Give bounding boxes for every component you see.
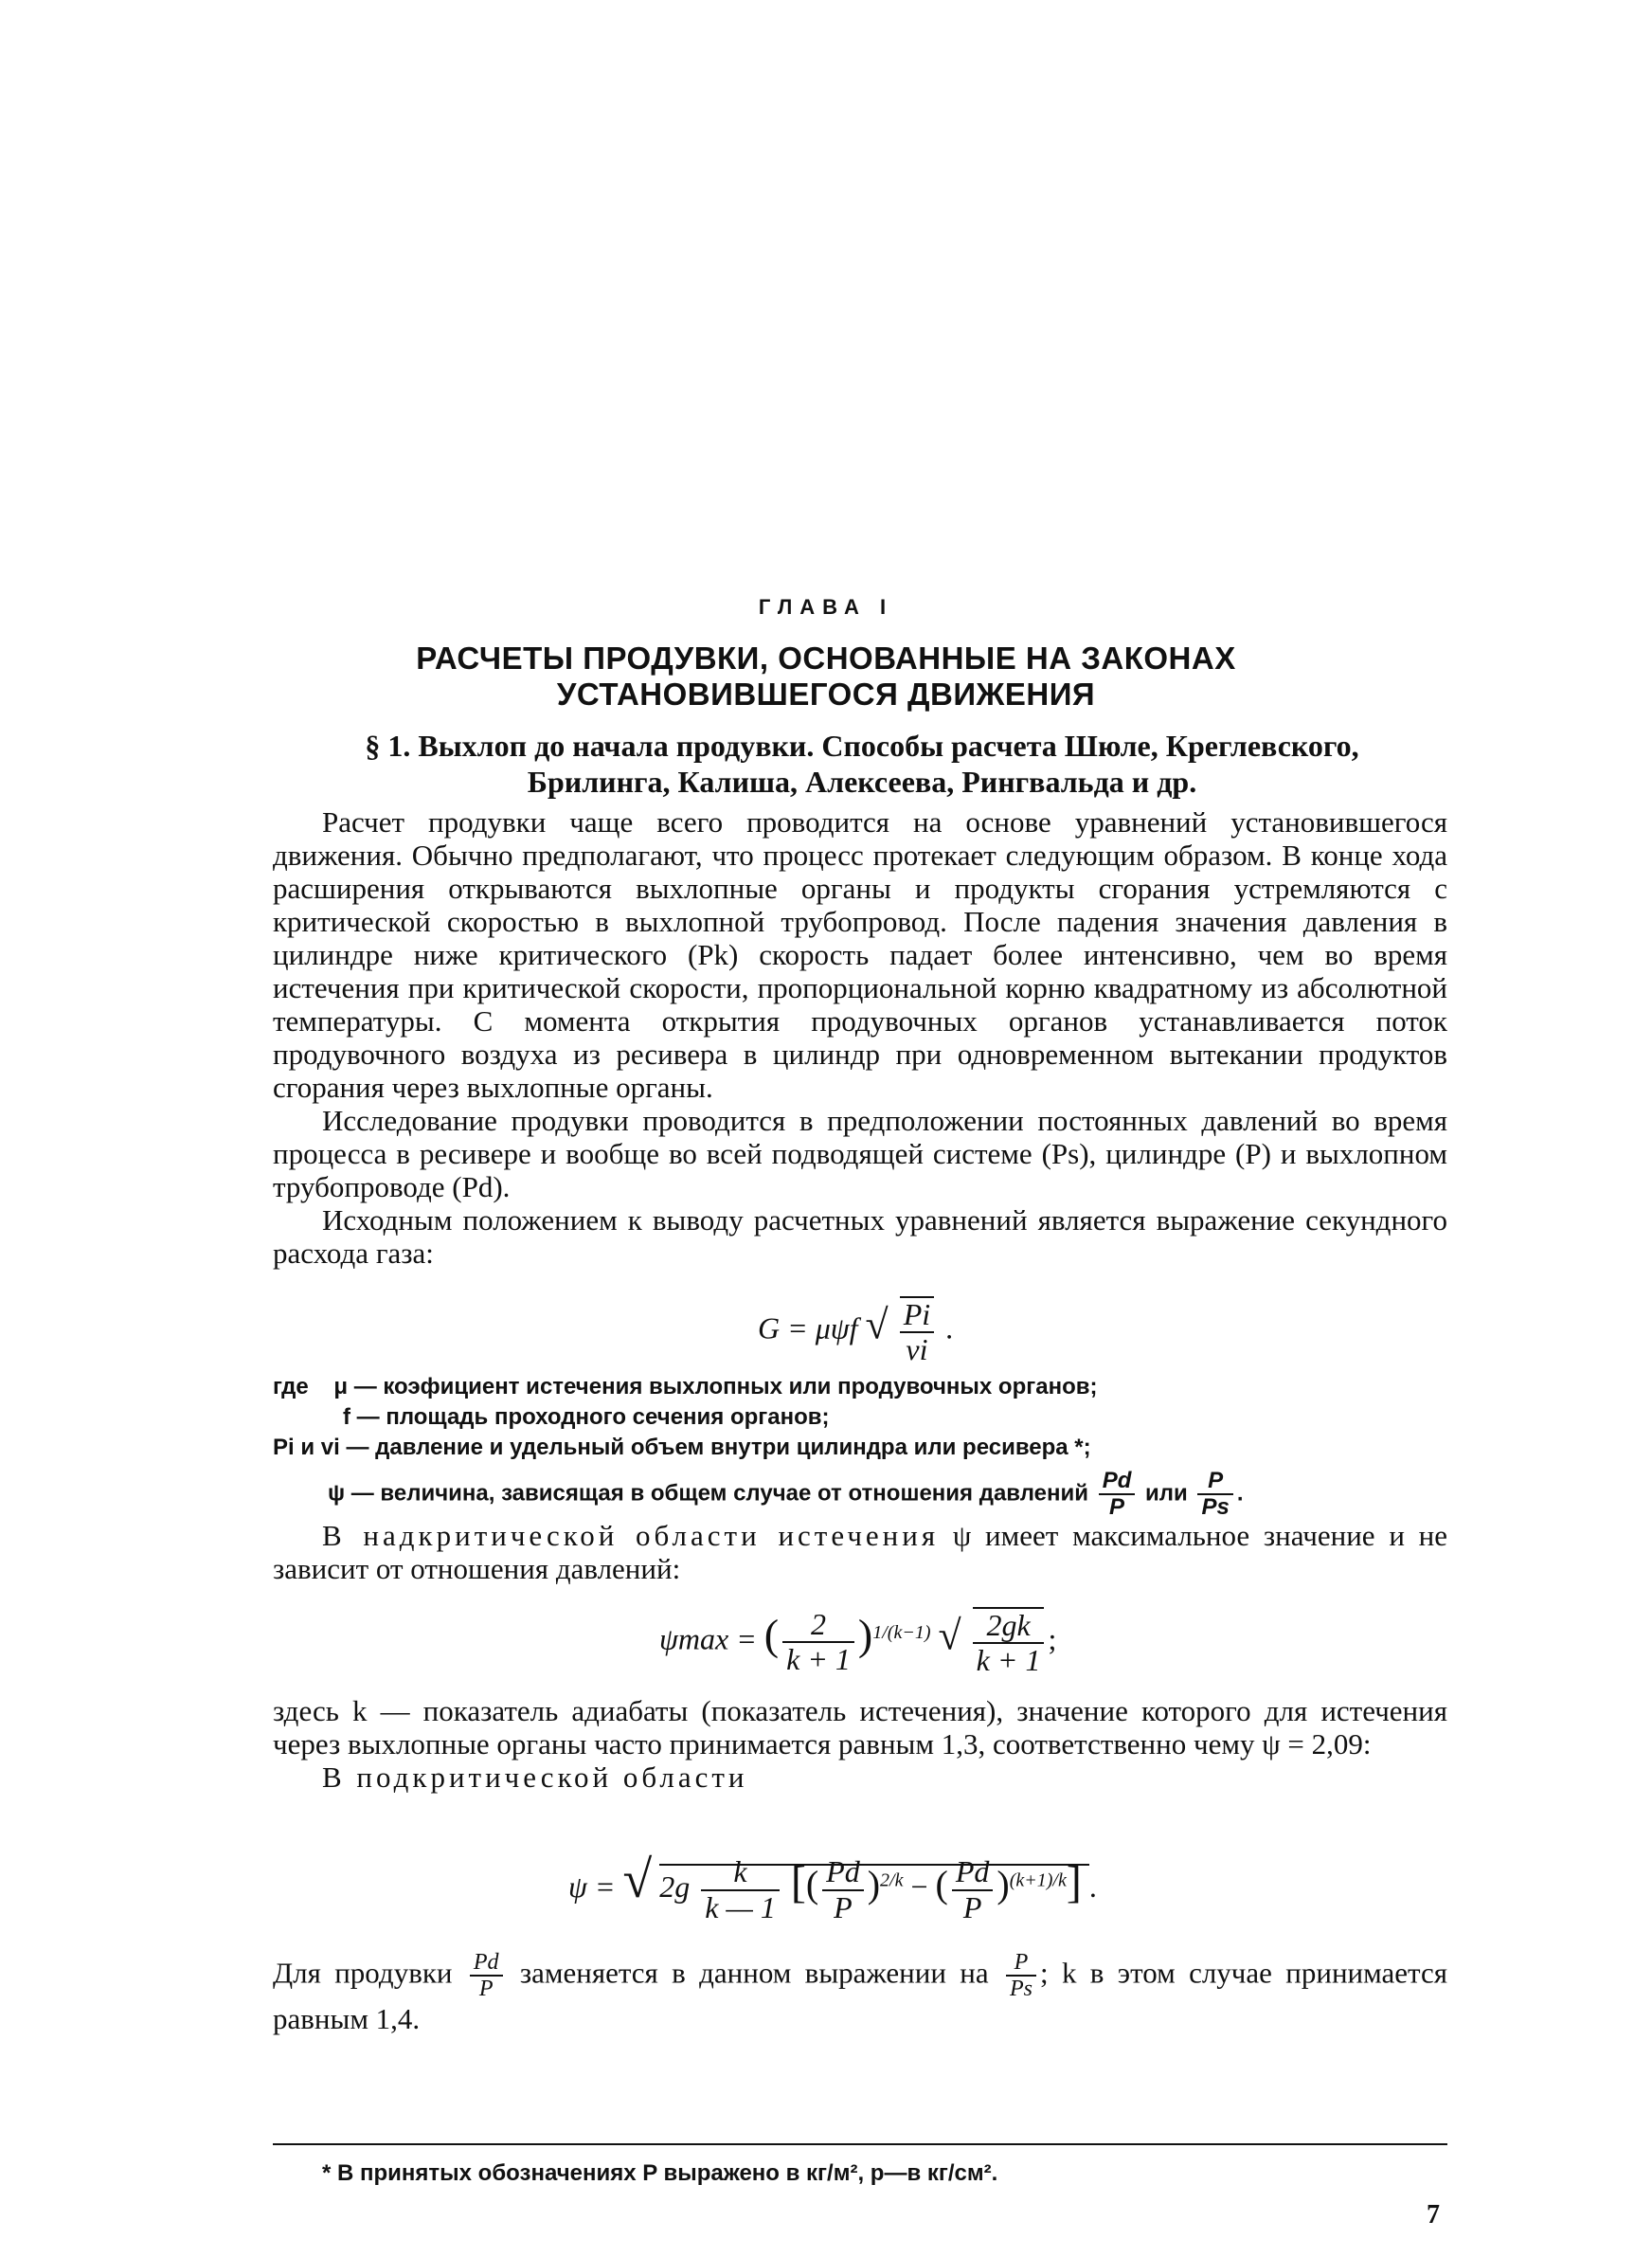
paragraph-4 xyxy=(273,1519,1447,1585)
chapter-label: ГЛАВА I xyxy=(758,595,894,619)
def4-frac-2: $\frac{P}{Ps}$ xyxy=(1197,1469,1232,1521)
chapter-title-line-2: УСТАНОВИВШЕГОСЯ ДВИЖЕНИЯ xyxy=(556,677,1096,712)
formula-2-lhs: ψmax = xyxy=(659,1621,757,1656)
definition-1 xyxy=(273,1372,1447,1402)
footnote-divider xyxy=(273,2143,1447,2145)
sqrt-icon: √ xyxy=(865,1301,889,1348)
formula-2-root-frac: $\frac{2gk}{k + 1}$ xyxy=(973,1607,1045,1677)
paragraph-7: Для продувки $\frac{Pd}{P}$ заменяется в данном выражении на $\frac{P}{Ps}$ ; k в этом случае принимается равным 1,4. xyxy=(273,1950,1447,2035)
where-label: где xyxy=(273,1374,309,1399)
formula-3-exp-1: 2/k xyxy=(880,1869,904,1891)
formula-psi-max: ψmax = ( $\frac{2}{k + 1}$ )$^{1/(k-1)}$ √ $\frac{2gk}{k + 1}$ ; xyxy=(659,1607,1057,1678)
formula-3-radicand: 2g $\frac{k}{k — 1}$ [( $\frac{Pd}{P}$ )$^{2/k}$ − ( $\frac{Pd}{P}$ )$^{(k+1)/k}$] xyxy=(659,1864,1089,1904)
formula-3-lhs: ψ = xyxy=(568,1869,616,1904)
definition-3: Pi и vi — давление и удельный объем внутри цилиндра или ресивера *; xyxy=(273,1435,1091,1460)
definition-4: ψ — величина, зависящая в общем случае от отношения давлений $\frac{Pd}{P}$ или $\frac{P}{Ps}$ . xyxy=(328,1468,1244,1521)
formula-1-frac xyxy=(900,1296,934,1366)
definition-4-text: ψ — величина, зависящая в общем случае от отношения давлений xyxy=(328,1480,1089,1507)
definition-1-text: μ — коэфициент истечения выхлопных или продувочных органов; xyxy=(333,1374,1098,1399)
paragraph-5: здесь k — показатель адиабаты (показатель истечения), значение которого для истечения через выхлопные органы часто принимается равным 1,3, соответственно чему ψ = 2,09: xyxy=(273,1694,1447,1760)
section-title-line-2: Брилинга, Калиша, Алексеева, Рингвальда и др. xyxy=(527,765,1197,799)
formula-3-k-frac: $\frac{k}{k — 1}$ xyxy=(701,1855,780,1923)
paragraph-1: Расчет продувки чаще всего проводится на основе уравнений установившегося движения. Обычно предполагают, что процесс протекает следующим образом. В конце хода расширения открываются выхлопные органы и продукты сгорания устремляются с критической скоростью в выхлопной трубопровод. После падения значения давления в цилиндре ниже критического (Pk) скорость падает более интенсивно, чем во время истечения при критической скорости, пропорциональной корню квадратному из абсолютной температуры. С момента открытия продувочных органов устанавливается поток продувочного воздуха из ресивера в цилиндр при одновременном вытекании продуктов сгорания через выхлопные органы. xyxy=(273,805,1447,1104)
paragraph-2: Исследование продувки проводится в предположении постоянных давлений во время процесса в ресивере и вообще во всей подводящей системе (Ps), цилиндре (P) и выхлопном трубопроводе (Pd). xyxy=(273,1104,1447,1203)
body-text-4 xyxy=(273,1950,1447,2035)
para7-frac-2: $\frac{P}{Ps}$ xyxy=(1006,1950,1036,2002)
sqrt-icon-3: √ xyxy=(622,1851,653,1909)
formula-3-pd-frac-2: $\frac{Pd}{P}$ xyxy=(952,1855,994,1923)
paragraph-6 xyxy=(273,1760,1447,1794)
section-title-line-1: § 1. Выхлоп до начала продувки. Способы расчета Шюле, Креглевского, xyxy=(365,729,1359,763)
definition-2: f — площадь проходного сечения органов; xyxy=(343,1404,830,1430)
footnote: * В принятых обозначениях P выражено в кг/м², p—в кг/см². xyxy=(322,2160,998,2186)
def4-frac-1: $\frac{Pd}{P}$ xyxy=(1099,1469,1136,1521)
formula-2-exponent: 1/(k−1) xyxy=(872,1621,931,1643)
formula-3-exp-2: (k+1)/k xyxy=(1009,1869,1067,1891)
sqrt-icon-2: √ xyxy=(938,1612,961,1659)
page-number: 7 xyxy=(1427,2200,1440,2230)
paragraph-4-spaced: В надкритической области истечения xyxy=(322,1519,940,1552)
body-text xyxy=(273,805,1447,1270)
body-text-2 xyxy=(273,1519,1447,1585)
paragraph-3: Исходным положением к выводу расчетных уравнений является выражение секундного расхода газа: xyxy=(273,1203,1447,1270)
chapter-title xyxy=(0,641,1652,713)
body-text-3 xyxy=(273,1694,1447,1794)
formula-1-num: Pi xyxy=(900,1298,934,1333)
para7-frac-1: $\frac{Pd}{P}$ xyxy=(470,1950,503,2002)
formula-2-frac: $\frac{2}{k + 1}$ xyxy=(782,1608,854,1676)
formula-psi-subcritical: ψ = √ 2g $\frac{k}{k — 1}$ [( $\frac{Pd}{P}$ )$^{2/k}$ − ( $\frac{Pd}{P}$ )$^{(k+1)/k}$] . xyxy=(568,1851,1097,1924)
formula-3-pd-frac-1: $\frac{Pd}{P}$ xyxy=(822,1855,864,1923)
def4-or: или xyxy=(1145,1480,1188,1507)
formula-1-den: vi xyxy=(906,1332,928,1367)
paragraph-6-spaced: В подкритической области xyxy=(322,1760,748,1794)
chapter-title-line-1: РАСЧЕТЫ ПРОДУВКИ, ОСНОВАННЫЕ НА ЗАКОНАХ xyxy=(416,641,1236,676)
formula-1-lhs: G = μψf xyxy=(758,1310,858,1345)
paragraph-4-rest: ψ имеет максимальное значение и не зависит от отношения давлений: xyxy=(273,1519,1448,1585)
definitions xyxy=(273,1372,1447,1521)
section-title xyxy=(256,728,1468,800)
formula-gas-flow: G = μψf √ $\frac{Pi}{vi}$ . xyxy=(758,1297,954,1367)
